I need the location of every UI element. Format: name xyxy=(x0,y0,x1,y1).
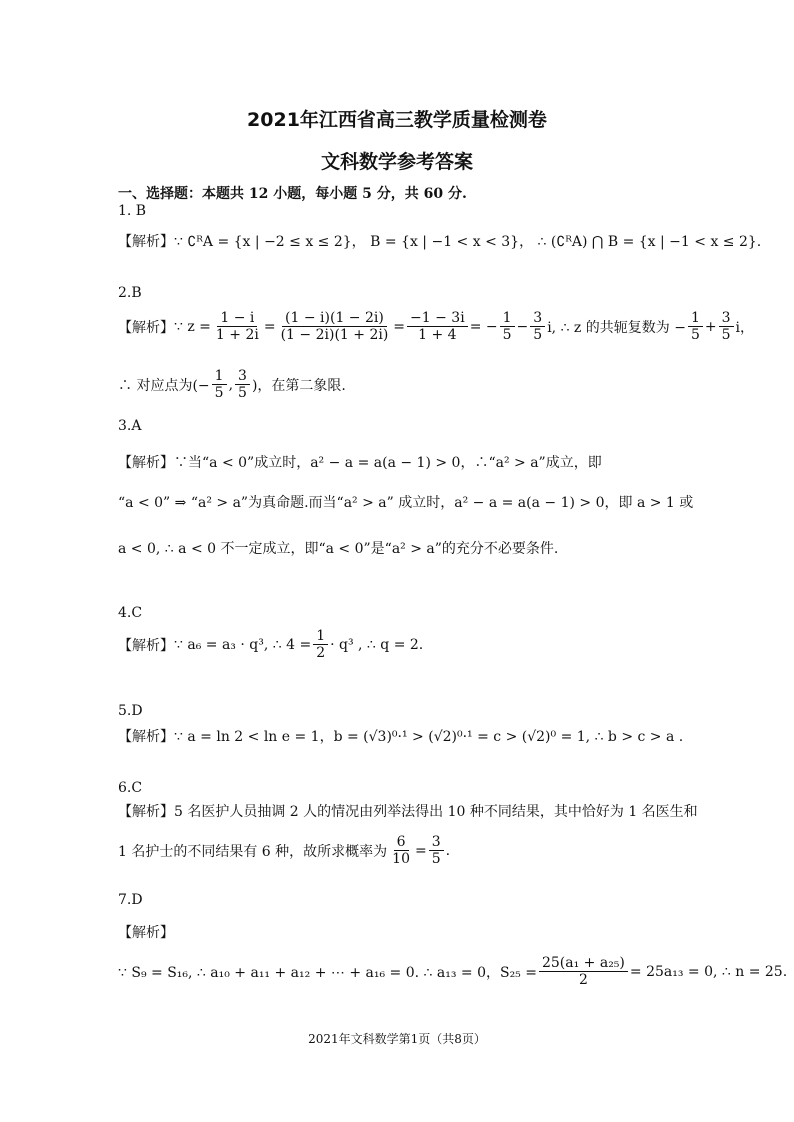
q3-tag: 【解析】 xyxy=(118,455,174,471)
q7-fraction xyxy=(539,955,628,988)
q2-f7-num: 3 xyxy=(719,310,734,327)
q2-f3-num: −1 − 3i xyxy=(407,310,468,327)
q6-f1-den: 10 xyxy=(392,851,410,868)
q5-tag: 【解析】 xyxy=(118,729,174,745)
q2-f4-den: 5 xyxy=(502,327,512,344)
q3-number: 3.A xyxy=(118,418,142,434)
q5-solution xyxy=(118,726,683,746)
q2-text-mid: i, ∴ z 的共轭复数为 − xyxy=(547,319,686,336)
q2-f3-den: 1 + 4 xyxy=(418,327,457,344)
q4-number: 4.C xyxy=(118,605,143,621)
q6-line2-end: . xyxy=(445,842,451,859)
q2-fraction-5 xyxy=(530,310,545,343)
page-footer: 2021年文科数学第1页（共8页） xyxy=(308,1032,486,1046)
q2-f2-num: (1 − i)(1 − 2i) xyxy=(282,310,387,327)
plus-sign: + xyxy=(704,318,717,335)
q6-tag: 【解析】 xyxy=(118,804,174,820)
q2-number: 2.B xyxy=(118,285,142,301)
page-subtitle: 文科数学参考答案 xyxy=(320,151,473,173)
q4-tag: 【解析】 xyxy=(118,637,174,654)
minus-sign: − xyxy=(516,318,529,335)
q4-post: · q³ , ∴ q = 2. xyxy=(330,636,424,653)
q7-number: 7.D xyxy=(118,892,143,908)
q2-f2-den: (1 − 2i)(1 + 2i) xyxy=(280,327,389,344)
section-heading: 一、选择题：本题共 12 小题，每小题 5 分，共 60 分. xyxy=(118,186,467,202)
q4-f-num: 1 xyxy=(313,628,328,645)
q2-f4-num: 1 xyxy=(500,310,515,327)
q4-pre: ∵ a₆ = a₃ · q³, ∴ 4 = xyxy=(174,636,312,653)
q2-line2-pre: ∴ 对应点为(− xyxy=(118,377,210,394)
equals-minus: = − xyxy=(469,318,498,335)
q4-f-den: 2 xyxy=(316,645,326,662)
q2-line2 xyxy=(118,368,346,401)
q6-fraction-1 xyxy=(389,834,413,867)
q1-number: 1. B xyxy=(118,203,147,219)
q4-solution xyxy=(118,628,423,661)
q2-f7-den: 5 xyxy=(721,327,731,344)
q2-fraction-2 xyxy=(278,310,392,343)
q2-f6-num: 1 xyxy=(688,310,703,327)
q2-fraction-6 xyxy=(688,310,703,343)
q3-line3 xyxy=(118,538,558,558)
q2-text-pre: ∵ z = xyxy=(174,318,211,335)
q6-line2-pre: 1 名护士的不同结果有 6 种，故所求概率为 xyxy=(118,843,388,860)
q7-solution xyxy=(118,955,787,988)
q2-fraction-4 xyxy=(500,310,515,343)
q2-text-end: i， xyxy=(735,319,754,336)
q7-post: = 25a₁₃ = 0, ∴ n = 25. xyxy=(629,963,788,980)
q2-f1-num: 1 − i xyxy=(217,310,257,327)
q5-body: ∵ a = ln 2 < ln e = 1，b = (√3)⁰·¹ > (√2)⁰·¹ = c > (√2)⁰ = 1, ∴ b > c > a . xyxy=(174,729,684,745)
q2-f5-den: 5 xyxy=(533,327,543,344)
q7-f-num: 25(a₁ + a₂₅) xyxy=(539,955,628,972)
q2-fraction-8 xyxy=(212,368,227,401)
q6-fraction-2 xyxy=(429,834,444,867)
q2-line1 xyxy=(118,310,754,343)
q2-f9-num: 3 xyxy=(235,368,250,385)
q3-line2-text: “a < 0” ⇒ “a² > a”为真命题.而当“a² > a” 成立时，a² − a = a(a − 1) > 0，即 a > 1 或 xyxy=(118,495,694,511)
q6-f2-den: 5 xyxy=(431,851,441,868)
q3-line3-text: a < 0, ∴ a < 0 不一定成立，即“a < 0”是“a² > a”的充分不必要条件. xyxy=(118,541,559,557)
q2-fraction-1 xyxy=(213,310,262,343)
q3-line2 xyxy=(118,492,693,512)
q2-f5-num: 3 xyxy=(530,310,545,327)
comma: , xyxy=(228,376,234,393)
q6-f1-num: 6 xyxy=(394,834,409,851)
q3-line1 xyxy=(118,452,602,472)
q7-f-den: 2 xyxy=(578,972,588,989)
q7-pre: ∵ S₉ = S₁₆, ∴ a₁₀ + a₁₁ + a₁₂ + ⋯ + a₁₆ = 0. ∴ a₁₃ = 0，S₂₅ = xyxy=(118,964,537,981)
q1-solution xyxy=(118,231,761,251)
q2-f8-num: 1 xyxy=(212,368,227,385)
q6-f2-num: 3 xyxy=(429,834,444,851)
q6-line1-text: 5 名医护人员抽调 2 人的情况由列举法得出 10 种不同结果，其中恰好为 1 名医生和 xyxy=(174,804,698,820)
equals-sign: = xyxy=(393,318,406,335)
page-title: 2021年江西省高三教学质量检测卷 xyxy=(247,109,547,131)
q2-line2-end: )，在第二象限. xyxy=(251,377,346,394)
q2-f8-den: 5 xyxy=(214,385,224,402)
q1-tag: 【解析】 xyxy=(118,234,174,250)
q6-line2 xyxy=(118,834,450,867)
q6-number: 6.C xyxy=(118,780,143,796)
q4-fraction xyxy=(313,628,328,661)
equals-sign: = xyxy=(415,842,427,859)
q5-number: 5.D xyxy=(118,703,143,719)
q7-tag: 【解析】 xyxy=(118,925,174,941)
q2-f9-den: 5 xyxy=(238,385,247,402)
q2-fraction-3 xyxy=(407,310,468,343)
q2-f6-den: 5 xyxy=(690,327,700,344)
q2-tag: 【解析】 xyxy=(118,319,174,336)
q2-fraction-7 xyxy=(719,310,734,343)
q3-line1-text: ∵当“a < 0”成立时，a² − a = a(a − 1) > 0，∴“a² > a”成立，即 xyxy=(174,455,602,471)
equals-sign: = xyxy=(263,318,276,335)
q6-line1 xyxy=(118,801,698,821)
q2-f1-den: 1 + 2i xyxy=(215,327,259,344)
q1-body: ∵ ∁ᴿA = {x | −2 ≤ x ≤ 2}， B = {x | −1 < x < 3}， ∴ (∁ᴿA) ⋂ B = {x | −1 < x ≤ 2}. xyxy=(174,234,762,250)
q2-fraction-9 xyxy=(235,368,250,401)
